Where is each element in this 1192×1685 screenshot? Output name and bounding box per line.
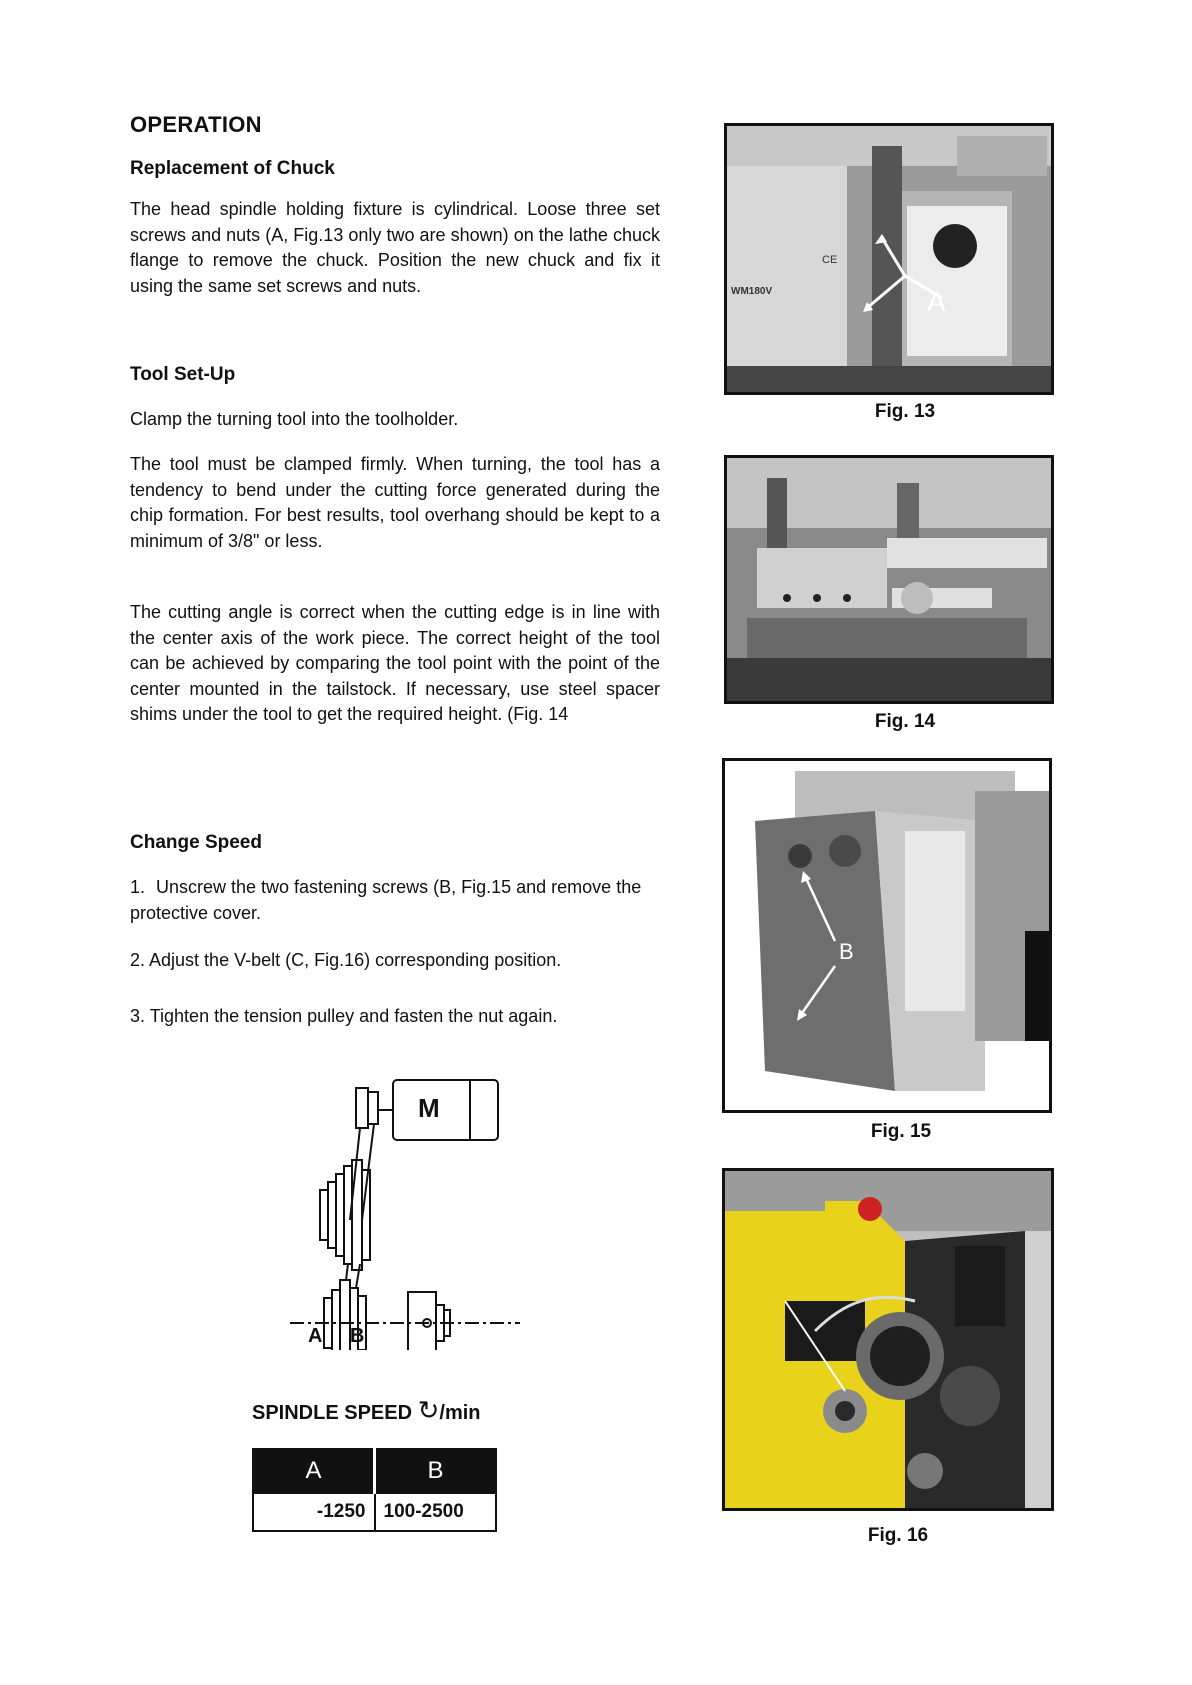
tool-text-1: Clamp the turning tool into the toolholder.: [130, 409, 459, 429]
fig14-photo: [724, 455, 1054, 704]
rotation-icon: ↻: [417, 1395, 440, 1425]
chuck-text: The head spindle holding fixture is cylindrical. Loose three set screws and nuts (A, Fig.13 only two are shown) on the lathe chuck flange to remove the chuck. Position the new chuck and fix it using the same set screws and nuts.: [130, 199, 660, 296]
fig14-caption: Fig. 14: [874, 711, 936, 732]
diagram-label-b: B: [350, 1325, 365, 1347]
fig13-ce-mark: CE: [822, 254, 838, 266]
fig15-caption: Fig. 15: [870, 1121, 932, 1142]
spindle-speed-table: [252, 1448, 497, 1532]
spindle-speed-title: SPINDLE SPEED ↻/min: [252, 1395, 481, 1425]
fig13-caption: Fig. 13: [874, 401, 936, 422]
tool-text-3: The cutting angle is correct when the cutting edge is in line with the center axis of the work piece. The correct height of the tool can be achieved by comparing the tool point with the point of the center mounted in the tailstock. If necessary, use steel spacer shims under the tool to get the required height. (Fig. 14: [130, 602, 660, 724]
section-title-tool: Tool Set-Up: [130, 364, 236, 385]
tool-text-2: The tool must be clamped firmly. When turning, the tool has a tendency to bend under the cutting force generated during the chip formation. For best results, tool overhang should be kept to a minimum of 3/8" or less.: [130, 454, 660, 551]
diagram-label-a: A: [308, 1325, 323, 1347]
fig13-callout-a: A: [927, 286, 946, 317]
speed-header-a: A: [253, 1449, 375, 1493]
speed-step-1: 1. Unscrew the two fastening screws (B, Fig.15 and remove the protective cover.: [130, 877, 642, 923]
motor-label: M: [418, 1093, 440, 1123]
section-title-speed: Change Speed: [130, 832, 262, 853]
speed-step-3: 3. Tighten the tension pulley and fasten the nut again.: [130, 1006, 558, 1026]
speed-value-a: -1250: [253, 1493, 375, 1531]
speed-value-b: 100-2500: [375, 1493, 497, 1531]
speed-step-2: 2. Adjust the V-belt (C, Fig.16) corresponding position.: [130, 950, 562, 970]
pulley-diagram: [290, 1070, 520, 1350]
page-title: OPERATION: [130, 112, 262, 137]
fig15-callout-b: B: [839, 939, 854, 964]
fig16-photo: [722, 1168, 1054, 1511]
section-title-chuck: Replacement of Chuck: [130, 158, 335, 179]
fig16-caption: Fig. 16: [867, 1525, 929, 1546]
speed-header-b: B: [375, 1449, 497, 1493]
fig13-photo: [724, 123, 1054, 395]
fig15-photo: [722, 758, 1052, 1113]
fig13-decal: WM180V: [731, 286, 773, 297]
